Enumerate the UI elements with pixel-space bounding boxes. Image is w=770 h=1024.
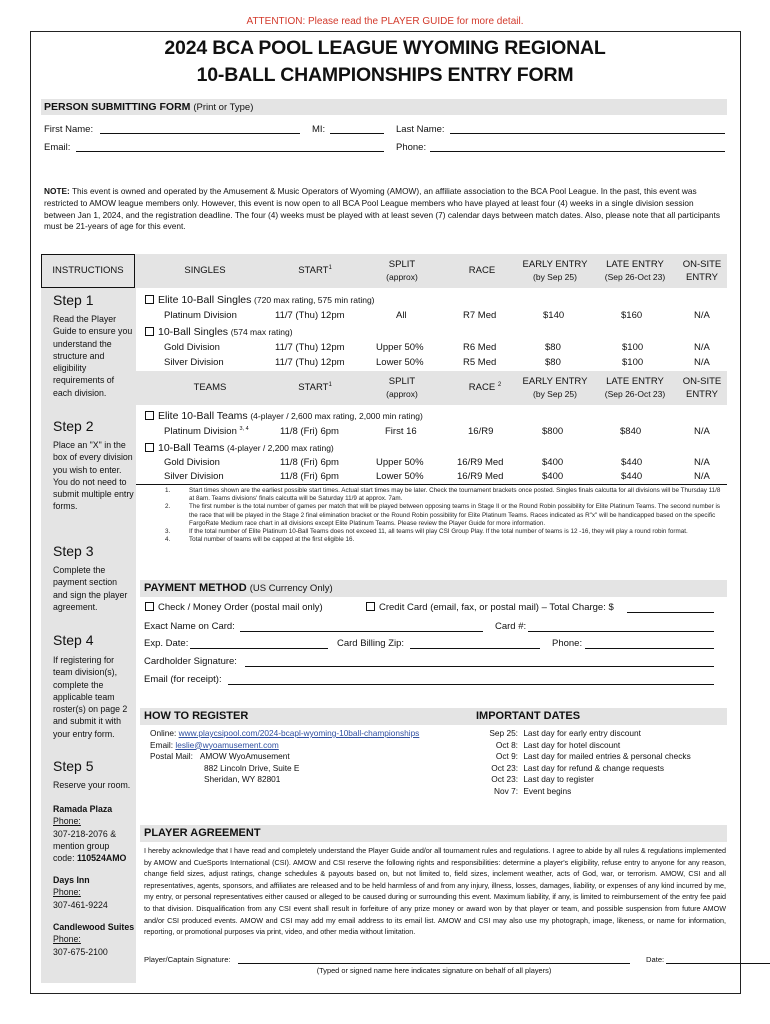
mi-field[interactable] — [330, 124, 384, 134]
teams-race-header: RACE $^2$ — [468, 382, 502, 394]
email-field[interactable] — [76, 142, 384, 152]
mi-label: MI: — [312, 124, 326, 135]
teams-start-header: START$^1$ — [298, 382, 332, 394]
hotel-ramada: Ramada Plaza Phone: 307-218-2076 & mention group code: 110524AMO — [53, 804, 127, 864]
step-2-title: Step 2 — [53, 418, 94, 434]
signature-date-label: Date: — [646, 955, 665, 964]
step-3-text: Complete the payment section and sign the player agreement. — [53, 565, 128, 612]
step-5-title: Step 5 — [53, 758, 94, 774]
date-item: Oct 23: Last day for refund & change requests — [491, 762, 664, 773]
register-details: Online: www.playcsipool.com/2024-bcapl-wyoming-10ball-championships Email: leslie@wyoamusement.com Postal Mail: AMOW WyoAmusement 882 Lincoln Drive, Suite E Sheridan, WY 82801 — [150, 728, 420, 785]
signature-date-field[interactable] — [666, 955, 770, 964]
registration-email-link[interactable]: leslie@wyoamusement.com — [175, 739, 279, 750]
teams-early-header: EARLY ENTRY (by Sep 25) — [522, 376, 588, 399]
singles-checkbox[interactable] — [145, 327, 154, 336]
dates-heading: IMPORTANT DATES — [476, 710, 581, 722]
last-name-field[interactable] — [450, 124, 725, 134]
total-charge-field[interactable] — [627, 603, 714, 613]
person-heading: PERSON SUBMITTING FORM (Print or Type) — [44, 101, 254, 113]
step-1-text: Read the Player Guide to ensure you understand the structure and eligibility requirements of each division. — [53, 314, 133, 398]
note-paragraph: NOTE: This event is owned and operated by the Amusement & Music Operators of Wyoming (AMOW), an affiliate association to the BCA Pool League. In the past, this event was restricted to AMOW league members only. However, this event is now open to all BCA Pool League members who have played at least four (4) weeks in a single division session between Jan 1, 2024, and the registration deadline. The four (4) weeks must be played with at least seven (7) calendar days between match dates. Also, please note that all participants must be 21-years of age for this event. — [44, 186, 720, 232]
early-entry-header: EARLY ENTRY (by Sep 25) — [522, 259, 588, 282]
title-line-1: 2024 BCA POOL LEAGUE WYOMING REGIONAL — [164, 37, 606, 59]
teams-option[interactable]: 10-Ball Teams (4-player / 2,200 max rating) — [145, 442, 334, 454]
footnote-4: 4. Total number of teams will be capped at the first eligible 16. — [165, 536, 355, 544]
date-item: Oct 8: Last day for hotel discount — [495, 739, 621, 750]
start-header: START$^1$ — [298, 265, 332, 277]
singles-header: SINGLES — [184, 265, 226, 276]
elite-teams-checkbox[interactable] — [145, 411, 154, 420]
title-line-2: 10-BALL CHAMPIONSHIPS ENTRY FORM — [196, 64, 574, 86]
card-number-label: Card #: — [495, 621, 527, 632]
step-3-title: Step 3 — [53, 543, 94, 559]
card-number-field[interactable] — [528, 622, 714, 632]
step-1-title: Step 1 — [53, 292, 94, 308]
elite-teams-option[interactable]: Elite 10-Ball Teams (4-player / 2,600 max rating, 2,000 min rating) — [145, 410, 423, 422]
attention-banner: ATTENTION: Please read the PLAYER GUIDE for more detail. — [246, 16, 524, 27]
teams-checkbox[interactable] — [145, 443, 154, 452]
signature-note: (Typed or signed name here indicates signature on behalf of all players) — [316, 966, 552, 975]
exact-name-field[interactable] — [240, 622, 483, 632]
step-4-title: Step 4 — [53, 632, 94, 648]
agreement-heading: PLAYER AGREEMENT — [144, 827, 261, 839]
hotel-candlewood: Candlewood Suites Phone: 307-675-2100 — [53, 922, 135, 957]
late-entry-header: LATE ENTRY (Sep 26-Oct 23) — [604, 259, 666, 282]
date-item: Nov 7: Event begins — [494, 785, 572, 796]
card-phone-field[interactable] — [585, 639, 714, 649]
footnote-1: 1. Start times shown are the earliest possible start times. Actual start times may be later. Check the tournament brackets once posted. Singles finals calcutta for all divisions will be Thursday 11/8 at 8am. Teams divisions' finals calcutta will be Saturday 11/9 at approx. 7am. — [165, 487, 721, 503]
split-header: SPLIT (approx) — [386, 259, 418, 282]
first-name-field[interactable] — [100, 124, 300, 134]
exp-date-field[interactable] — [190, 639, 328, 649]
teams-late-header: LATE ENTRY (Sep 26-Oct 23) — [604, 376, 666, 399]
footnote-2: 2. The first number is the total number of games per match that will be played between opposing teams in Stage II or the Round Robin possibility for Elite Platinum Teams. The second number is the race that will be played in the Stage 2 final elimination bracket or the Round Robin possibility for Elite Platinum Teams. Races indicated as R"x" will be handicapped based on the specific FargoRate Medium race chart in all divisions except Elite Platinum Teams. Please review the Player Guide for more information. — [165, 503, 721, 527]
step-5-text: Reserve your room. — [53, 780, 131, 790]
captain-signature-field[interactable] — [238, 955, 630, 964]
elite-singles-checkbox[interactable] — [145, 295, 154, 304]
footnote-divider — [136, 484, 727, 485]
online-registration-link[interactable]: www.playcsipool.com/2024-bcapl-wyoming-10ball-championships — [178, 728, 420, 738]
last-name-label: Last Name: — [396, 124, 445, 135]
exact-name-label: Exact Name on Card: — [144, 621, 235, 632]
date-item: Sep 25: Last day for early entry discount — [489, 728, 641, 738]
credit-card-option[interactable]: Credit Card (email, fax, or postal mail) – Total Charge: $ — [366, 602, 614, 613]
receipt-email-field[interactable] — [228, 675, 714, 685]
agreement-text: I hereby acknowledge that I have read and completely understand the Player Guide and/or all tournament rules and regulations. I agree to abide by all rules & regulations implemented by AMOW and CueSports International (CSI). AMOW and CSI reserve the following rights and responsibilities: determine a player's eligibility, refuse entry to anyone for any reason, change field sizes, adjust ratings, change schedules & payouts based on, but not limited to, field sizes, inclement weather, acts of God, war, or terrorism. AMOW, CSI and all representatives, agents, sponsors, and affiliates are released and to be held harmless of and from any injury, illness, losses, damages, liability, or expenses of any kind incurred by me, my entry, or personal representatives either caused or alleged to be caused during or surrounding this event. Maximum liability, if any, is limited to reimbursement of the entry fee paid to that division. Disqualification from any CSI event shall result in forfeiture of any prize money or award won by that player or team, and possible suspension from future AMOW and/or CSI produced events. AMOW and CSI may add my email address to its email list. AMOW and CSI may also use my photograph, image, likeness, or name for information, reporting, or promotional purposes via print, video, and other media without limitation. — [144, 846, 726, 937]
important-dates-list — [476, 728, 726, 798]
instructions-header: INSTRUCTIONS — [52, 265, 124, 276]
cardholder-signature-label: Cardholder Signature: — [144, 656, 237, 667]
register-heading: HOW TO REGISTER — [144, 710, 249, 722]
check-option[interactable]: Check / Money Order (postal mail only) — [145, 602, 323, 613]
step-2-text: Place an "X" in the box of every division you wish to enter. You do not need to submit multiple entry forms. — [53, 440, 134, 512]
billing-zip-label: Card Billing Zip: — [337, 638, 405, 649]
phone-field[interactable] — [430, 142, 725, 152]
receipt-email-label: Email (for receipt): — [144, 674, 222, 685]
first-name-label: First Name: — [44, 124, 94, 135]
card-phone-label: Phone: — [552, 638, 583, 649]
credit-card-checkbox[interactable] — [366, 602, 375, 611]
phone-label: Phone: — [396, 142, 427, 153]
singles-option[interactable]: 10-Ball Singles (574 max rating) — [145, 326, 293, 338]
payment-heading: PAYMENT METHOD (US Currency Only) — [144, 582, 333, 594]
captain-signature-label: Player/Captain Signature: — [144, 955, 231, 964]
onsite-header: ON-SITE ENTRY — [682, 259, 722, 283]
billing-zip-field[interactable] — [410, 639, 540, 649]
exp-date-label: Exp. Date: — [144, 638, 189, 649]
race-header: RACE — [468, 265, 496, 276]
elite-singles-option[interactable]: Elite 10-Ball Singles (720 max rating, 575 min rating) — [145, 294, 375, 306]
email-label: Email: — [44, 142, 71, 153]
teams-onsite-header: ON-SITE ENTRY — [682, 376, 722, 400]
step-4-text: If registering for team division(s), complete the applicable team roster(s) on page 2 and submit it with your entry form. — [53, 655, 128, 739]
teams-header: TEAMS — [193, 382, 227, 393]
teams-split-header: SPLIT (approx) — [386, 376, 418, 399]
footnotes — [165, 487, 725, 544]
check-checkbox[interactable] — [145, 602, 154, 611]
hotel-days-inn: Days Inn Phone: 307-461-9224 — [53, 875, 108, 910]
cardholder-signature-field[interactable] — [245, 657, 714, 667]
player-guide-highlight: PLAYER GUIDE — [380, 16, 454, 27]
date-item: Oct 9: Last day for mailed entries & personal checks — [495, 751, 691, 762]
footnote-3: 3. If the total number of Elite Platinum 10-Ball Teams does not exceed 11, all teams will play CSI Group Play. If the total number of teams is 12 -16, they will play a round robin format. — [165, 528, 688, 536]
date-item: Oct 23: Last day to register — [491, 774, 594, 785]
